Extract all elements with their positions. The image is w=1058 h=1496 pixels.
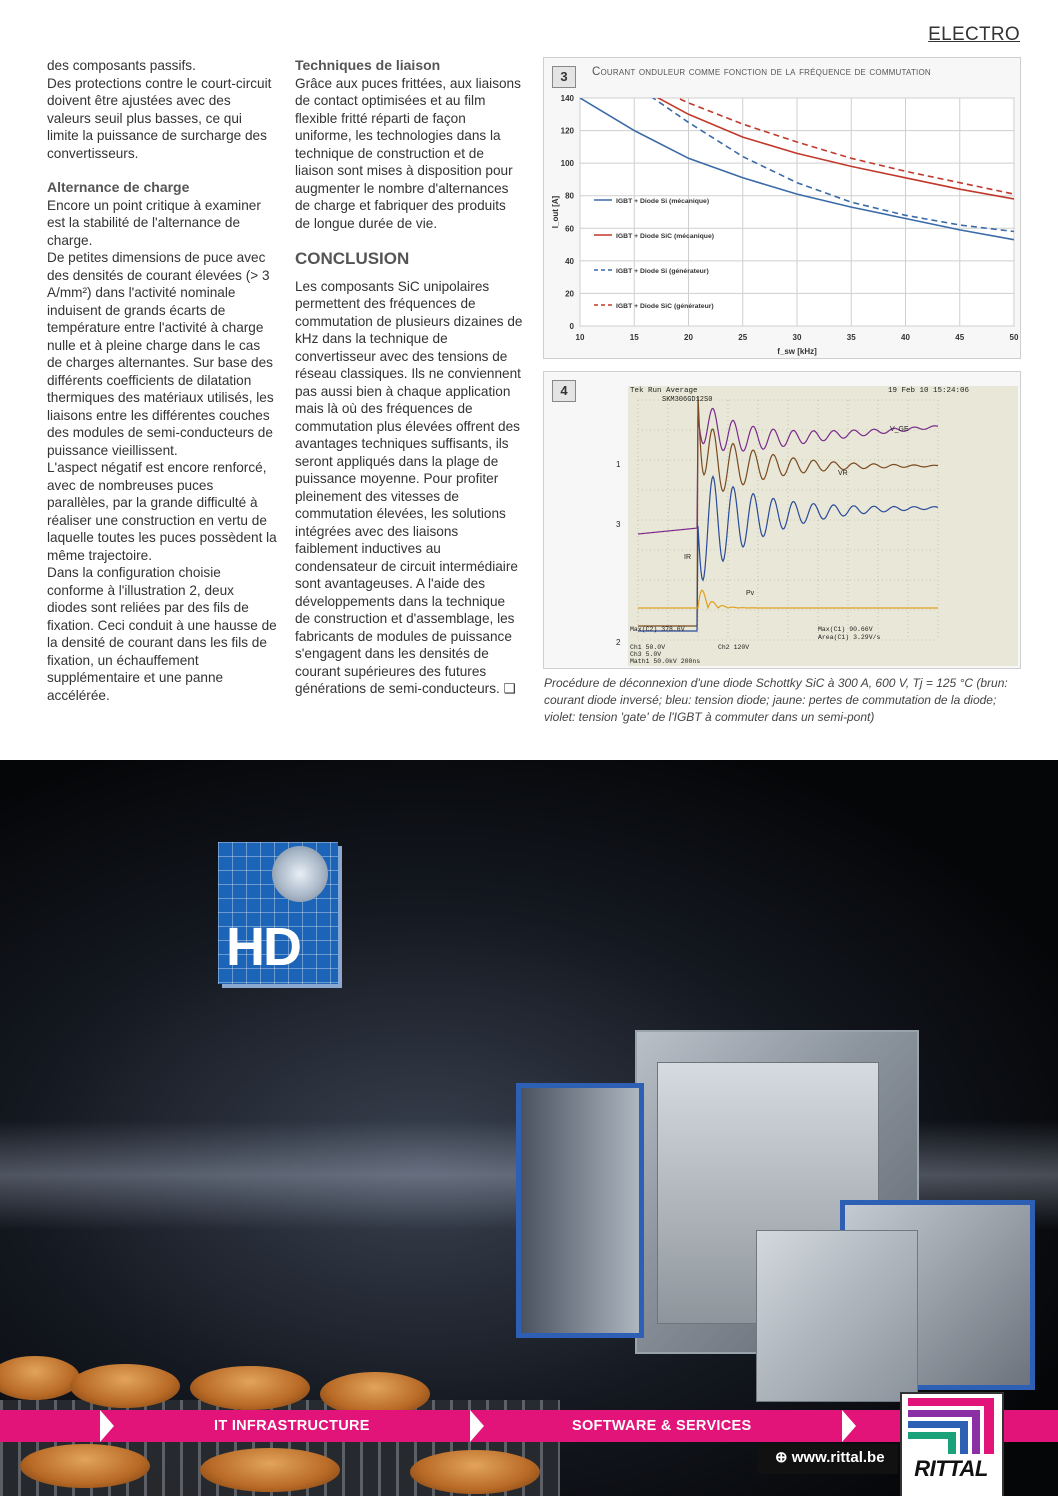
y-tick-label: 80	[565, 191, 574, 201]
scope-readout: Math1 50.0kV 200ns	[630, 658, 701, 665]
scope-channel-1: 1	[616, 460, 621, 469]
rittal-stripes-icon	[908, 1398, 994, 1454]
scope-channel-3: 3	[616, 520, 621, 529]
scope-readout: Ch2 120V	[718, 644, 750, 651]
heading-conclusion: CONCLUSION	[295, 249, 410, 268]
x-tick-label: 30	[792, 333, 802, 342]
subheading-liaison: Techniques de liaison	[295, 57, 441, 73]
legend-label: IGBT + Diode SiC (générateur)	[616, 303, 714, 310]
x-axis-label: f_sw [kHz]	[777, 347, 817, 356]
x-tick-label: 10	[575, 333, 585, 342]
paragraph: Grâce aux puces frittées, aux liaisons de contact optimisées et au film flexible fritté réparti de façon uniforme, les technologies dans la technique de construction et de liaison sont mises à disposition pour augmenter le nombre d'alternances de charge et fabriquer des produits de longue durée de vie.	[295, 75, 521, 231]
croissant-image	[20, 1444, 150, 1488]
rittal-wordmark: RITTAL	[914, 1456, 988, 1481]
text-column-2	[295, 57, 523, 698]
legend-label: IGBT + Diode SiC (mécanique)	[616, 233, 715, 240]
x-tick-label: 40	[901, 333, 910, 342]
y-tick-label: 120	[560, 126, 574, 136]
y-tick-label: 0	[569, 322, 574, 331]
croissant-image	[70, 1364, 180, 1408]
paragraph: Dans la configuration choisie conforme à l'illustration 2, deux diodes sont reliées par des fils de fixation. Ceci conduit à une hausse de la densité de courant dans les fils de fixation, un échauffement supplémentaire et une panne accélérée.	[47, 565, 277, 703]
scope-header-left: Tek Run Average	[630, 387, 698, 395]
chevron-icon	[842, 1410, 856, 1442]
figure-3	[543, 57, 1021, 359]
cabinet-door	[516, 1083, 644, 1338]
y-tick-label: 20	[565, 289, 574, 299]
scope-vge-label: V_GE	[890, 426, 909, 433]
y-tick-label: 60	[565, 224, 574, 234]
paragraph: Encore un point critique à examiner est la stabilité de l'alternance de charge.	[47, 197, 261, 248]
x-tick-label: 50	[1009, 333, 1019, 342]
x-tick-label: 25	[738, 333, 748, 342]
wheel-icon	[272, 846, 328, 902]
croissant-image	[200, 1448, 340, 1492]
oscilloscope-screen	[616, 386, 1018, 666]
figure-title: Courant onduleur comme fonction de la fréquence de commutation	[592, 66, 931, 78]
scope-readout: Ch1 50.0V	[630, 644, 666, 651]
legend-label: IGBT + Diode Si (générateur)	[616, 268, 709, 275]
paragraph: Des protections contre le court-circuit doivent être ajustées avec des valeurs seuil plus basses, ce qui limite la puissance de surcharge des convertisseurs.	[47, 75, 272, 161]
hd-logo	[218, 842, 338, 984]
paragraph: De petites dimensions de puce avec des densités de courant élevées (> 3 A/mm²) dans l'activité nominale induisent de grands écarts de température entre l'activité à charge nulle et à pleine charge dans le cas de charges alternantes. Sur base des différents coefficients de dilatation thermiques des matériaux utilisés, les liaisons entre les différentes couches des modules de semi-conducteurs de puissance vieillissent.	[47, 250, 274, 458]
x-tick-label: 35	[846, 333, 856, 342]
scope-readout: Max(C2) 378.6V	[630, 626, 685, 633]
figure-caption: Procédure de déconnexion d'une diode Schottky SiC à 300 A, 600 V, Tj = 125 °C (brun: courant diode inversé; bleu: tension diode; jaune: pertes de commutation de la diode; violet: tension 'gate' de l'IGBT à commuter dans un semi-pont)	[544, 676, 1008, 724]
scope-ir-label: IR	[684, 554, 691, 561]
figure-number: 4	[552, 380, 576, 402]
line-chart	[544, 58, 1020, 358]
paragraph: des composants passifs.	[47, 58, 196, 73]
scope-device-label: SKM306GD12S0	[662, 396, 713, 404]
rittal-logo	[900, 1392, 1004, 1496]
hd-logo-text: HD	[226, 917, 300, 977]
y-axis-label: I_out [A]	[551, 195, 560, 229]
scope-vr-label: VR	[838, 470, 848, 477]
y-tick-label: 140	[560, 94, 574, 103]
text-column-1	[47, 57, 277, 704]
x-tick-label: 45	[955, 333, 965, 342]
subheading-alternance: Alternance de charge	[47, 179, 190, 195]
paragraph: Les composants SiC unipolaires permettent des fréquences de commutation de plusieurs dizaines de kHz dans la technique de convertisseur avec des tensions de réseau classiques. Ils ne conviennent pas aussi bien à chaque application mais là où des fréquences de commutation plus élevées offrent des avantages techniques suffisants, ils seront appliqués dans la plage de puissance moyenne. Pour profiter pleinement des vitesses de commutation élevées, les solutions intégrées avec des liaisons faiblement inductives au condensateur de circuit intermédiaire sont avantageuses. A l'aide des développements dans la technique de construction et d'assemblage, les fabricants de modules de puissance s'engagent dans les densités de courant supérieures des futures générations de semi-conducteurs. ❑	[295, 278, 523, 696]
figure-4	[543, 371, 1021, 669]
legend-label: IGBT + Diode Si (mécanique)	[616, 198, 710, 205]
band-label-software-services: SOFTWARE & SERVICES	[572, 1418, 752, 1434]
x-tick-label: 20	[684, 333, 693, 342]
end-mark-icon: ❑	[503, 681, 516, 696]
y-tick-label: 100	[560, 159, 574, 169]
website-link[interactable]: ⊕ www.rittal.be	[775, 1449, 885, 1466]
croissant-image	[410, 1450, 540, 1494]
figure-number: 3	[552, 66, 576, 88]
section-label: ELECTRO	[928, 24, 1020, 45]
band-label-it-infrastructure: IT INFRASTRUCTURE	[214, 1418, 370, 1434]
scope-header-right: 19 Feb 10 15:24:06	[888, 387, 970, 395]
rittal-advertisement	[0, 760, 1058, 1496]
scope-readout: Max(C1) 90.66V	[818, 626, 873, 633]
small-enclosure-door	[756, 1230, 918, 1402]
croissant-image	[0, 1356, 80, 1400]
scope-pv-label: Pv	[746, 590, 755, 597]
scope-readout: Ch3 5.0V	[630, 651, 662, 658]
scope-channel-2: 2	[616, 638, 621, 647]
croissant-image	[190, 1366, 310, 1410]
y-tick-label: 40	[565, 256, 574, 266]
x-tick-label: 15	[629, 333, 639, 342]
chevron-icon	[100, 1410, 114, 1442]
paragraph: L'aspect négatif est encore renforcé, avec de nombreuses puces parallèles, par la grande difficulté à réaliser une construction en vertu de laquelle toutes les puces possèdent la même trajectoire.	[47, 460, 277, 563]
globe-icon: ⊕	[775, 1449, 788, 1466]
chevron-icon	[470, 1410, 484, 1442]
scope-readout: Area(C1) 3.29V/s	[818, 634, 881, 641]
